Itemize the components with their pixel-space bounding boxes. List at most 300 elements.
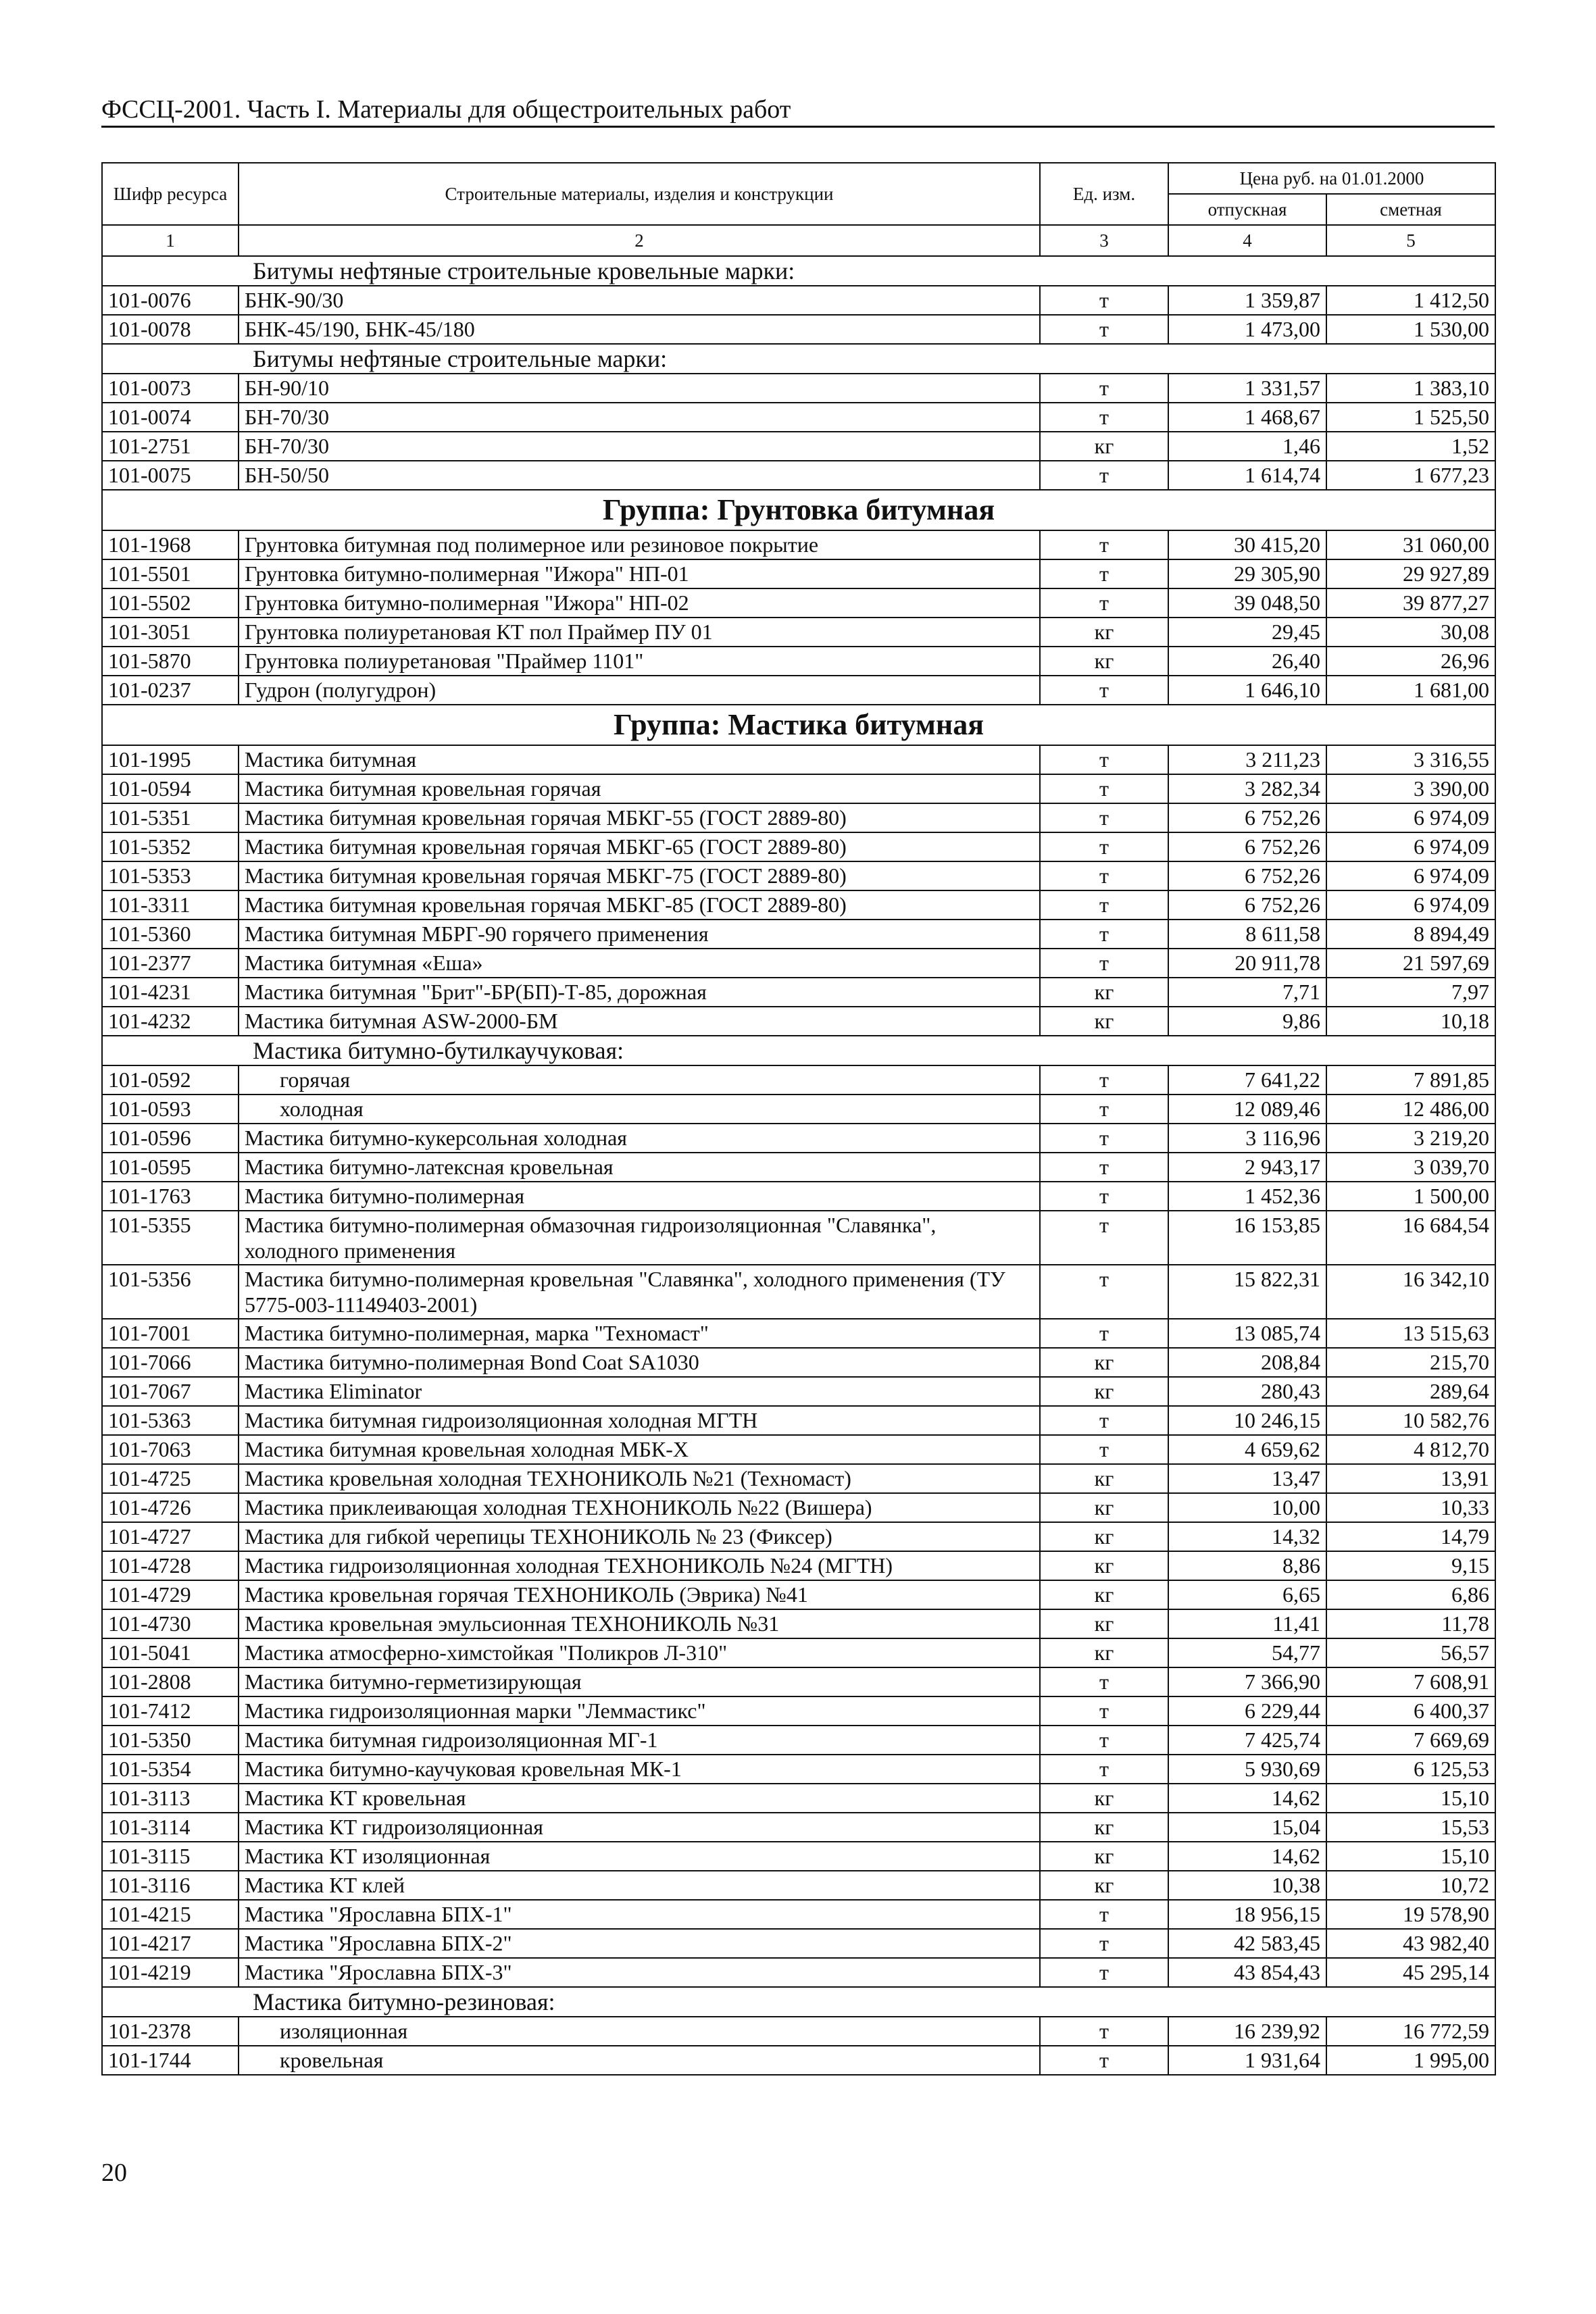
unit-cell: т [1040,1182,1168,1211]
release-price-cell: 54,77 [1168,1638,1326,1667]
estimate-price-cell: 6,86 [1326,1580,1495,1609]
resource-code-cell: 101-1763 [102,1182,239,1211]
unit-cell: т [1040,1435,1168,1464]
unit-cell: кг [1040,1377,1168,1406]
table-row [102,1726,1495,1755]
resource-code-cell: 101-7412 [102,1696,239,1726]
unit-cell: кг [1040,1842,1168,1871]
release-price-cell: 13 085,74 [1168,1319,1326,1348]
estimate-price-cell: 11,78 [1326,1609,1495,1638]
release-price-cell: 1 931,64 [1168,2046,1326,2075]
resource-code-cell: 101-2378 [102,2017,239,2046]
table-row [102,1265,1495,1319]
estimate-price-cell: 1 995,00 [1326,2046,1495,2075]
material-name-cell: Мастика битумная [239,745,1040,774]
release-price-cell: 7 366,90 [1168,1667,1326,1696]
material-name-cell: холодная [239,1095,1040,1124]
release-price-cell: 11,41 [1168,1609,1326,1638]
release-price-cell: 16 153,85 [1168,1211,1326,1265]
category-row [102,1036,1495,1065]
release-price-cell: 4 659,62 [1168,1435,1326,1464]
material-name-cell: Мастика битумно-полимерная [239,1182,1040,1211]
table-row [102,2046,1495,2075]
material-name-cell: Мастика КТ изоляционная [239,1842,1040,1871]
unit-cell: т [1040,1755,1168,1784]
estimate-price-cell: 39 877,27 [1326,588,1495,618]
material-name-cell: Мастика Eliminator [239,1377,1040,1406]
resource-code-cell: 101-0074 [102,403,239,432]
resource-code-cell: 101-5351 [102,803,239,832]
release-price-cell: 1 452,36 [1168,1182,1326,1211]
estimate-price-cell: 289,64 [1326,1377,1495,1406]
material-name-cell: Мастика гидроизоляционная марки "Леммастикс" [239,1696,1040,1726]
header-code: Шифр ресурса [102,163,239,225]
unit-cell: кг [1040,1007,1168,1036]
estimate-price-cell: 10,18 [1326,1007,1495,1036]
category-heading: Мастика битумно-резиновая: [102,1987,1495,2017]
column-number: 5 [1326,225,1495,256]
estimate-price-cell: 14,79 [1326,1522,1495,1551]
resource-code-cell: 101-7066 [102,1348,239,1377]
table-row [102,647,1495,676]
release-price-cell: 15,04 [1168,1813,1326,1842]
material-name-cell: Мастика "Ярославна БПХ-3" [239,1958,1040,1987]
resource-code-cell: 101-4215 [102,1900,239,1929]
material-name-cell: Мастика битумно-герметизирующая [239,1667,1040,1696]
table-row [102,559,1495,588]
estimate-price-cell: 10,33 [1326,1493,1495,1522]
estimate-price-cell: 56,57 [1326,1638,1495,1667]
material-name-cell: Мастика битумная кровельная горячая МБКГ-65 (ГОСТ 2889-80) [239,832,1040,861]
material-name-cell: горячая [239,1065,1040,1095]
group-heading-row [102,705,1495,745]
estimate-price-cell: 45 295,14 [1326,1958,1495,1987]
unit-cell: т [1040,403,1168,432]
group-heading-row [102,490,1495,530]
table-row [102,1493,1495,1522]
table-row [102,315,1495,344]
estimate-price-cell: 30,08 [1326,618,1495,647]
header-estimate: сметная [1326,194,1495,225]
unit-cell: кг [1040,1784,1168,1813]
table-row [102,1958,1495,1987]
release-price-cell: 280,43 [1168,1377,1326,1406]
unit-cell: т [1040,676,1168,705]
header-release: отпускная [1168,194,1326,225]
material-name-cell: Мастика битумная ASW-2000-БМ [239,1007,1040,1036]
material-name-cell: Мастика битумно-полимерная обмазочная гидроизоляционная "Славянка", холодного применения [239,1211,1040,1265]
material-name-cell: Мастика для гибкой черепицы ТЕХНОНИКОЛЬ № 23 (Фиксер) [239,1522,1040,1551]
table-row [102,1929,1495,1958]
table-row [102,618,1495,647]
resource-code-cell: 101-1968 [102,530,239,559]
unit-cell: т [1040,1065,1168,1095]
material-name-cell: Мастика атмосферно-химстойкая "Поликров Л-310" [239,1638,1040,1667]
table-row [102,676,1495,705]
table-row [102,588,1495,618]
unit-cell: т [1040,890,1168,920]
unit-cell: т [1040,461,1168,490]
estimate-price-cell: 29 927,89 [1326,559,1495,588]
category-heading: Битумы нефтяные строительные марки: [102,344,1495,374]
material-name-cell: Мастика битумно-каучуковая кровельная МК-1 [239,1755,1040,1784]
resource-code-cell: 101-4727 [102,1522,239,1551]
table-row [102,374,1495,403]
material-name-cell: БН-70/30 [239,432,1040,461]
resource-code-cell: 101-3114 [102,1813,239,1842]
resource-code-cell: 101-5360 [102,920,239,949]
table-row [102,803,1495,832]
category-heading: Мастика битумно-бутилкаучуковая: [102,1036,1495,1065]
table-row [102,1124,1495,1153]
material-name-cell: Мастика битумно-кукерсольная холодная [239,1124,1040,1153]
estimate-price-cell: 16 342,10 [1326,1265,1495,1319]
estimate-price-cell: 16 684,54 [1326,1211,1495,1265]
estimate-price-cell: 1,52 [1326,432,1495,461]
table-row [102,1871,1495,1900]
release-price-cell: 7 425,74 [1168,1726,1326,1755]
release-price-cell: 43 854,43 [1168,1958,1326,1987]
release-price-cell: 26,40 [1168,647,1326,676]
release-price-cell: 20 911,78 [1168,949,1326,978]
release-price-cell: 29,45 [1168,618,1326,647]
table-row [102,1319,1495,1348]
material-name-cell: Грунтовка битумная под полимерное или резиновое покрытие [239,530,1040,559]
resource-code-cell: 101-3311 [102,890,239,920]
unit-cell: кг [1040,1493,1168,1522]
unit-cell: т [1040,1124,1168,1153]
release-price-cell: 1 473,00 [1168,315,1326,344]
table-row [102,1667,1495,1696]
release-price-cell: 1 331,57 [1168,374,1326,403]
unit-cell: кг [1040,1464,1168,1493]
estimate-price-cell: 7 669,69 [1326,1726,1495,1755]
release-price-cell: 1 359,87 [1168,286,1326,315]
material-name-cell: Мастика битумная кровельная горячая [239,774,1040,803]
resource-code-cell: 101-7001 [102,1319,239,1348]
unit-cell: т [1040,803,1168,832]
release-price-cell: 42 583,45 [1168,1929,1326,1958]
resource-code-cell: 101-0594 [102,774,239,803]
unit-cell: т [1040,1153,1168,1182]
table-row [102,1842,1495,1871]
estimate-price-cell: 1 412,50 [1326,286,1495,315]
resource-code-cell: 101-4730 [102,1609,239,1638]
table-body [102,256,1495,2075]
resource-code-cell: 101-3115 [102,1842,239,1871]
table-row [102,1153,1495,1182]
resource-code-cell: 101-7067 [102,1377,239,1406]
resource-code-cell: 101-5353 [102,861,239,890]
resource-code-cell: 101-3116 [102,1871,239,1900]
unit-cell: т [1040,1319,1168,1348]
resource-code-cell: 101-0078 [102,315,239,344]
resource-code-cell: 101-5041 [102,1638,239,1667]
resource-code-cell: 101-5355 [102,1211,239,1265]
unit-cell: т [1040,374,1168,403]
release-price-cell: 1,46 [1168,432,1326,461]
estimate-price-cell: 7,97 [1326,978,1495,1007]
resource-code-cell: 101-0237 [102,676,239,705]
material-name-cell: Мастика КТ гидроизоляционная [239,1813,1040,1842]
page-header: ФССЦ-2001. Часть I. Материалы для общестроительных работ [101,95,791,124]
unit-cell: кг [1040,1348,1168,1377]
table-row [102,1900,1495,1929]
category-row [102,256,1495,286]
table-row [102,2017,1495,2046]
resource-code-cell: 101-5354 [102,1755,239,1784]
estimate-price-cell: 6 125,53 [1326,1755,1495,1784]
resource-code-cell: 101-2808 [102,1667,239,1696]
resource-code-cell: 101-4219 [102,1958,239,1987]
resource-code-cell: 101-2377 [102,949,239,978]
material-name-cell: Мастика битумная кровельная горячая МБКГ-75 (ГОСТ 2889-80) [239,861,1040,890]
column-number: 4 [1168,225,1326,256]
release-price-cell: 9,86 [1168,1007,1326,1036]
column-number: 1 [102,225,239,256]
estimate-price-cell: 21 597,69 [1326,949,1495,978]
material-name-cell: Грунтовка полиуретановая "Праймер 1101" [239,647,1040,676]
estimate-price-cell: 1 500,00 [1326,1182,1495,1211]
release-price-cell: 16 239,92 [1168,2017,1326,2046]
material-name-cell: Грунтовка битумно-полимерная "Ижора" НП-01 [239,559,1040,588]
resource-code-cell: 101-5502 [102,588,239,618]
material-name-cell: Мастика битумная кровельная горячая МБКГ-85 (ГОСТ 2889-80) [239,890,1040,920]
header-price: Цена руб. на 01.01.2000 [1168,163,1495,194]
material-name-cell: Мастика битумно-латексная кровельная [239,1153,1040,1182]
material-name-cell: Грунтовка полиуретановая КТ пол Праймер ПУ 01 [239,618,1040,647]
resource-code-cell: 101-0596 [102,1124,239,1153]
unit-cell: т [1040,861,1168,890]
release-price-cell: 13,47 [1168,1464,1326,1493]
column-number: 2 [239,225,1040,256]
release-price-cell: 39 048,50 [1168,588,1326,618]
unit-cell: кг [1040,432,1168,461]
release-price-cell: 6 229,44 [1168,1696,1326,1726]
unit-cell: т [1040,1265,1168,1319]
release-price-cell: 7,71 [1168,978,1326,1007]
unit-cell: кг [1040,1813,1168,1842]
table-row [102,978,1495,1007]
material-name-cell: Мастика битумная "Брит"-БР(БП)-Т-85, дорожная [239,978,1040,1007]
estimate-price-cell: 3 219,20 [1326,1124,1495,1153]
estimate-price-cell: 13,91 [1326,1464,1495,1493]
resource-code-cell: 101-7063 [102,1435,239,1464]
estimate-price-cell: 31 060,00 [1326,530,1495,559]
release-price-cell: 7 641,22 [1168,1065,1326,1095]
unit-cell: т [1040,1958,1168,1987]
table-row [102,1696,1495,1726]
resource-code-cell: 101-0593 [102,1095,239,1124]
header-name: Строительные материалы, изделия и конструкции [239,163,1040,225]
release-price-cell: 14,32 [1168,1522,1326,1551]
table-row [102,774,1495,803]
material-name-cell: Мастика гидроизоляционная холодная ТЕХНОНИКОЛЬ №24 (МГТН) [239,1551,1040,1580]
category-heading: Битумы нефтяные строительные кровельные марки: [102,256,1495,286]
release-price-cell: 3 211,23 [1168,745,1326,774]
estimate-price-cell: 1 383,10 [1326,374,1495,403]
material-name-cell: Грунтовка битумно-полимерная "Ижора" НП-02 [239,588,1040,618]
group-heading: Группа: Мастика битумная [102,705,1495,745]
material-name-cell: кровельная [239,2046,1040,2075]
release-price-cell: 1 646,10 [1168,676,1326,705]
page-number: 20 [101,2159,127,2187]
unit-cell: т [1040,588,1168,618]
table-row [102,1065,1495,1095]
estimate-price-cell: 4 812,70 [1326,1435,1495,1464]
estimate-price-cell: 1 525,50 [1326,403,1495,432]
resource-code-cell: 101-4726 [102,1493,239,1522]
estimate-price-cell: 215,70 [1326,1348,1495,1377]
resource-code-cell: 101-5870 [102,647,239,676]
release-price-cell: 8 611,58 [1168,920,1326,949]
release-price-cell: 6 752,26 [1168,861,1326,890]
resource-code-cell: 101-1995 [102,745,239,774]
release-price-cell: 8,86 [1168,1551,1326,1580]
material-name-cell: изоляционная [239,2017,1040,2046]
release-price-cell: 6 752,26 [1168,832,1326,861]
table-row [102,1464,1495,1493]
unit-cell: кг [1040,1609,1168,1638]
estimate-price-cell: 1 530,00 [1326,315,1495,344]
table-header-row [102,163,1495,194]
resource-code-cell: 101-4231 [102,978,239,1007]
material-name-cell: Мастика битумно-полимерная Bond Coat SA1030 [239,1348,1040,1377]
unit-cell: кг [1040,1580,1168,1609]
column-number: 3 [1040,225,1168,256]
material-name-cell: БНК-90/30 [239,286,1040,315]
estimate-price-cell: 3 039,70 [1326,1153,1495,1182]
release-price-cell: 1 468,67 [1168,403,1326,432]
unit-cell: т [1040,745,1168,774]
release-price-cell: 12 089,46 [1168,1095,1326,1124]
unit-cell: т [1040,559,1168,588]
table-row [102,530,1495,559]
unit-cell: т [1040,2046,1168,2075]
unit-cell: т [1040,1726,1168,1755]
price-table [101,162,1496,2076]
estimate-price-cell: 43 982,40 [1326,1929,1495,1958]
estimate-price-cell: 16 772,59 [1326,2017,1495,2046]
estimate-price-cell: 10,72 [1326,1871,1495,1900]
material-name-cell: Мастика битумная кровельная горячая МБКГ-55 (ГОСТ 2889-80) [239,803,1040,832]
table-row [102,1522,1495,1551]
table-row [102,403,1495,432]
estimate-price-cell: 15,53 [1326,1813,1495,1842]
resource-code-cell: 101-5363 [102,1406,239,1435]
material-name-cell: Мастика битумная МБРГ-90 горячего применения [239,920,1040,949]
resource-code-cell: 101-0075 [102,461,239,490]
unit-cell: т [1040,832,1168,861]
material-name-cell: Мастика битумная «Еша» [239,949,1040,978]
table-row [102,1580,1495,1609]
estimate-price-cell: 7 608,91 [1326,1667,1495,1696]
unit-cell: т [1040,1696,1168,1726]
resource-code-cell: 101-0073 [102,374,239,403]
estimate-price-cell: 19 578,90 [1326,1900,1495,1929]
category-row [102,344,1495,374]
estimate-price-cell: 26,96 [1326,647,1495,676]
estimate-price-cell: 12 486,00 [1326,1095,1495,1124]
estimate-price-cell: 9,15 [1326,1551,1495,1580]
resource-code-cell: 101-4725 [102,1464,239,1493]
resource-code-cell: 101-3051 [102,618,239,647]
material-name-cell: Гудрон (полугудрон) [239,676,1040,705]
estimate-price-cell: 6 974,09 [1326,890,1495,920]
table-row [102,949,1495,978]
material-name-cell: БН-50/50 [239,461,1040,490]
resource-code-cell: 101-5350 [102,1726,239,1755]
table-row [102,1638,1495,1667]
release-price-cell: 208,84 [1168,1348,1326,1377]
material-name-cell: БНК-45/190, БНК-45/180 [239,315,1040,344]
release-price-cell: 5 930,69 [1168,1755,1326,1784]
material-name-cell: Мастика кровельная холодная ТЕХНОНИКОЛЬ №21 (Техномаст) [239,1464,1040,1493]
material-name-cell: Мастика "Ярославна БПХ-2" [239,1929,1040,1958]
release-price-cell: 2 943,17 [1168,1153,1326,1182]
table-row [102,1182,1495,1211]
material-name-cell: Мастика КТ кровельная [239,1784,1040,1813]
release-price-cell: 30 415,20 [1168,530,1326,559]
release-price-cell: 10,00 [1168,1493,1326,1522]
resource-code-cell: 101-0592 [102,1065,239,1095]
material-name-cell: БН-70/30 [239,403,1040,432]
unit-cell: кг [1040,1522,1168,1551]
unit-cell: т [1040,1900,1168,1929]
table-row [102,832,1495,861]
estimate-price-cell: 15,10 [1326,1842,1495,1871]
group-heading: Группа: Грунтовка битумная [102,490,1495,530]
category-row [102,1987,1495,2017]
table-row [102,1406,1495,1435]
resource-code-cell: 101-4728 [102,1551,239,1580]
table-row [102,861,1495,890]
release-price-cell: 14,62 [1168,1784,1326,1813]
table-row [102,920,1495,949]
estimate-price-cell: 13 515,63 [1326,1319,1495,1348]
table-row [102,1813,1495,1842]
estimate-price-cell: 7 891,85 [1326,1065,1495,1095]
resource-code-cell: 101-1744 [102,2046,239,2075]
table-row [102,432,1495,461]
unit-cell: кг [1040,647,1168,676]
estimate-price-cell: 6 974,09 [1326,861,1495,890]
estimate-price-cell: 15,10 [1326,1784,1495,1813]
unit-cell: кг [1040,978,1168,1007]
table-row [102,286,1495,315]
release-price-cell: 6 752,26 [1168,803,1326,832]
table-row [102,1784,1495,1813]
resource-code-cell: 101-0595 [102,1153,239,1182]
table-row [102,1609,1495,1638]
unit-cell: т [1040,949,1168,978]
estimate-price-cell: 8 894,49 [1326,920,1495,949]
unit-cell: кг [1040,1638,1168,1667]
estimate-price-cell: 6 400,37 [1326,1696,1495,1726]
release-price-cell: 18 956,15 [1168,1900,1326,1929]
estimate-price-cell: 10 582,76 [1326,1406,1495,1435]
estimate-price-cell: 1 677,23 [1326,461,1495,490]
unit-cell: т [1040,286,1168,315]
table-row [102,1211,1495,1265]
table-row [102,1095,1495,1124]
release-price-cell: 10,38 [1168,1871,1326,1900]
table-row [102,1435,1495,1464]
resource-code-cell: 101-4217 [102,1929,239,1958]
resource-code-cell: 101-0076 [102,286,239,315]
unit-cell: т [1040,315,1168,344]
resource-code-cell: 101-4729 [102,1580,239,1609]
